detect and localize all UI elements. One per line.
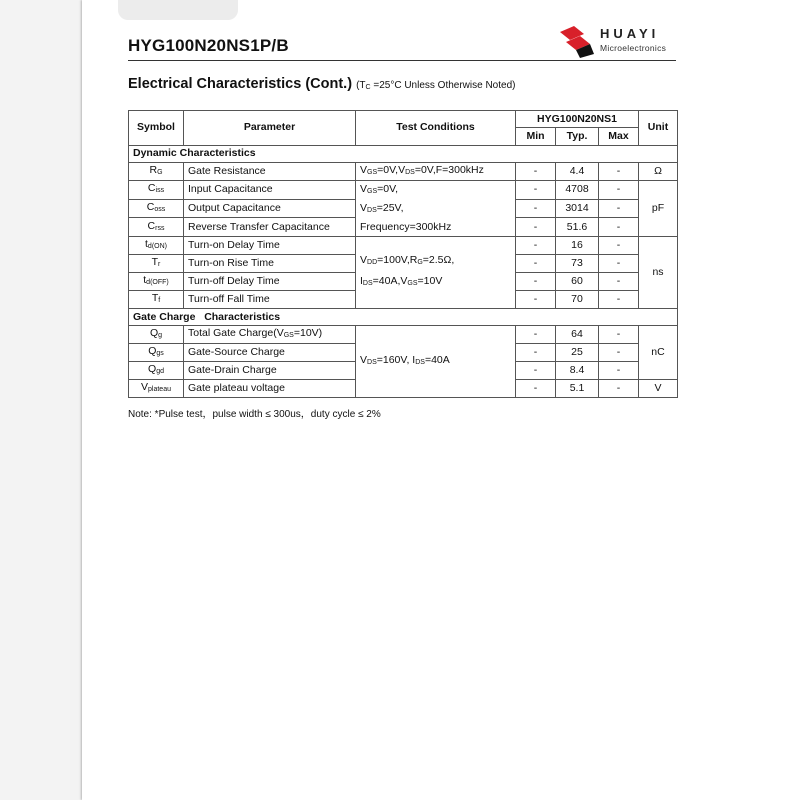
min-cell: -	[516, 326, 556, 344]
typ-cell: 73	[556, 254, 599, 272]
max-cell: -	[599, 254, 639, 272]
header-symbol: Symbol	[129, 111, 184, 146]
table-row	[129, 162, 678, 180]
unit-cell-charge: nC	[639, 326, 678, 380]
symbol-cell: $t_{d(ON)}$	[129, 236, 184, 254]
section-label: Dynamic Characteristics	[129, 145, 678, 162]
min-cell: -	[516, 290, 556, 308]
parameter-cell: Input Capacitance	[184, 180, 356, 199]
max-cell: -	[599, 326, 639, 344]
max-cell: -	[599, 362, 639, 380]
typ-cell: 25	[556, 344, 599, 362]
min-cell: -	[516, 180, 556, 199]
max-cell: -	[599, 272, 639, 290]
max-cell: -	[599, 218, 639, 237]
section-row-gate-charge	[129, 308, 678, 325]
max-cell: -	[599, 180, 639, 199]
huayi-logo-icon	[556, 24, 596, 58]
min-cell: -	[516, 218, 556, 237]
max-cell: -	[599, 344, 639, 362]
parameter-cell: Output Capacitance	[184, 199, 356, 218]
brand-name: HUAYI	[600, 26, 660, 41]
section-row-dynamic	[129, 145, 678, 162]
typ-cell: 51.6	[556, 218, 599, 237]
min-cell: -	[516, 380, 556, 398]
brand-subtitle: Microelectronics	[600, 43, 667, 53]
condition-cell: $V_{GS}=0V,V_{DS}=0V,F=300kHz$	[356, 162, 516, 180]
condition-cell-switching: $V_{DD}=100V,R_G=2.5\Omega$, $I_{DS}=40A,V_{GS}=10V$	[356, 236, 516, 308]
parameter-cell: Total Gate $Charge(V_{GS}=10V)$	[184, 326, 356, 344]
typ-cell: 4708	[556, 180, 599, 199]
symbol-cell: $t_{d(OFF)}$	[129, 272, 184, 290]
min-cell: -	[516, 344, 556, 362]
min-cell: -	[516, 199, 556, 218]
typ-cell: 64	[556, 326, 599, 344]
parameter-cell: Gate plateau voltage	[184, 380, 356, 398]
min-cell: -	[516, 236, 556, 254]
symbol-cell: $Q_{gs}$	[129, 344, 184, 362]
symbol-cell: $Q_g$	[129, 326, 184, 344]
symbol-cell: $C_{rss}$	[129, 218, 184, 237]
header-unit: Unit	[639, 111, 678, 146]
max-cell: -	[599, 199, 639, 218]
header-min: Min	[516, 128, 556, 145]
max-cell: -	[599, 290, 639, 308]
typ-cell: 3014	[556, 199, 599, 218]
header-parameter: Parameter	[184, 111, 356, 146]
min-cell: -	[516, 162, 556, 180]
table-row	[129, 180, 678, 199]
scroll-overlay-badge	[118, 0, 238, 20]
condition-cell-gate-charge: $V_{DS}=160V$, $I_{DS}=40A$	[356, 326, 516, 398]
unit-cell: Ω	[639, 162, 678, 180]
typ-cell: 60	[556, 272, 599, 290]
section-title	[128, 76, 515, 92]
parameter-cell: Gate-Drain Charge	[184, 362, 356, 380]
symbol-cell: $C_{iss}$	[129, 180, 184, 199]
header-typ: Typ.	[556, 128, 599, 145]
parameter-cell: Turn-on Rise Time	[184, 254, 356, 272]
footnote: Note: *Pulse test，pulse width ≤ 300us，duty cycle ≤ 2%	[128, 409, 381, 420]
unit-cell-capacitance: pF	[639, 180, 678, 236]
part-number-title: HYG100N20NS1P/B	[128, 36, 289, 55]
section-title-text: Electrical Characteristics (Cont.)	[128, 76, 353, 92]
symbol-cell: $V_{plateau}$	[129, 380, 184, 398]
unit-cell-time: ns	[639, 236, 678, 308]
typ-cell: 16	[556, 236, 599, 254]
max-cell: -	[599, 380, 639, 398]
typ-cell: 70	[556, 290, 599, 308]
table-row	[129, 326, 678, 344]
parameter-cell: Turn-on Delay Time	[184, 236, 356, 254]
table-row	[129, 236, 678, 254]
header-divider	[128, 60, 676, 61]
parameter-cell: Reverse Transfer Capacitance	[184, 218, 356, 237]
symbol-cell: $T_r$	[129, 254, 184, 272]
parameter-cell: Gate-Source Charge	[184, 344, 356, 362]
typ-cell: 8.4	[556, 362, 599, 380]
symbol-cell: $T_f$	[129, 290, 184, 308]
min-cell: -	[516, 272, 556, 290]
min-cell: -	[516, 362, 556, 380]
unit-cell: V	[639, 380, 678, 398]
symbol-cell: $Q_{gd}$	[129, 362, 184, 380]
condition-cell-capacitance: $V_{GS}=0V$, $V_{DS}=25V$, Frequency=300kHz	[356, 180, 516, 236]
header-max: Max	[599, 128, 639, 145]
parameter-cell: Turn-off Fall Time	[184, 290, 356, 308]
max-cell: -	[599, 162, 639, 180]
symbol-cell: $C_{oss}$	[129, 199, 184, 218]
header-device: HYG100N20NS1	[516, 111, 639, 128]
section-label: Gate Charge Characteristics	[129, 308, 678, 325]
parameter-cell: Gate Resistance	[184, 162, 356, 180]
max-cell: -	[599, 236, 639, 254]
brand-logo	[556, 24, 680, 58]
typ-cell: 4.4	[556, 162, 599, 180]
typ-cell: 5.1	[556, 380, 599, 398]
electrical-characteristics-table	[128, 110, 678, 398]
min-cell: -	[516, 254, 556, 272]
table-header-row	[129, 111, 678, 128]
parameter-cell: Turn-off Delay Time	[184, 272, 356, 290]
header-test-conditions: Test Conditions	[356, 111, 516, 146]
section-condition: ($T_C =25^\circ C$ Unless Otherwise Noted)	[356, 80, 516, 91]
symbol-cell: $R_G$	[129, 162, 184, 180]
